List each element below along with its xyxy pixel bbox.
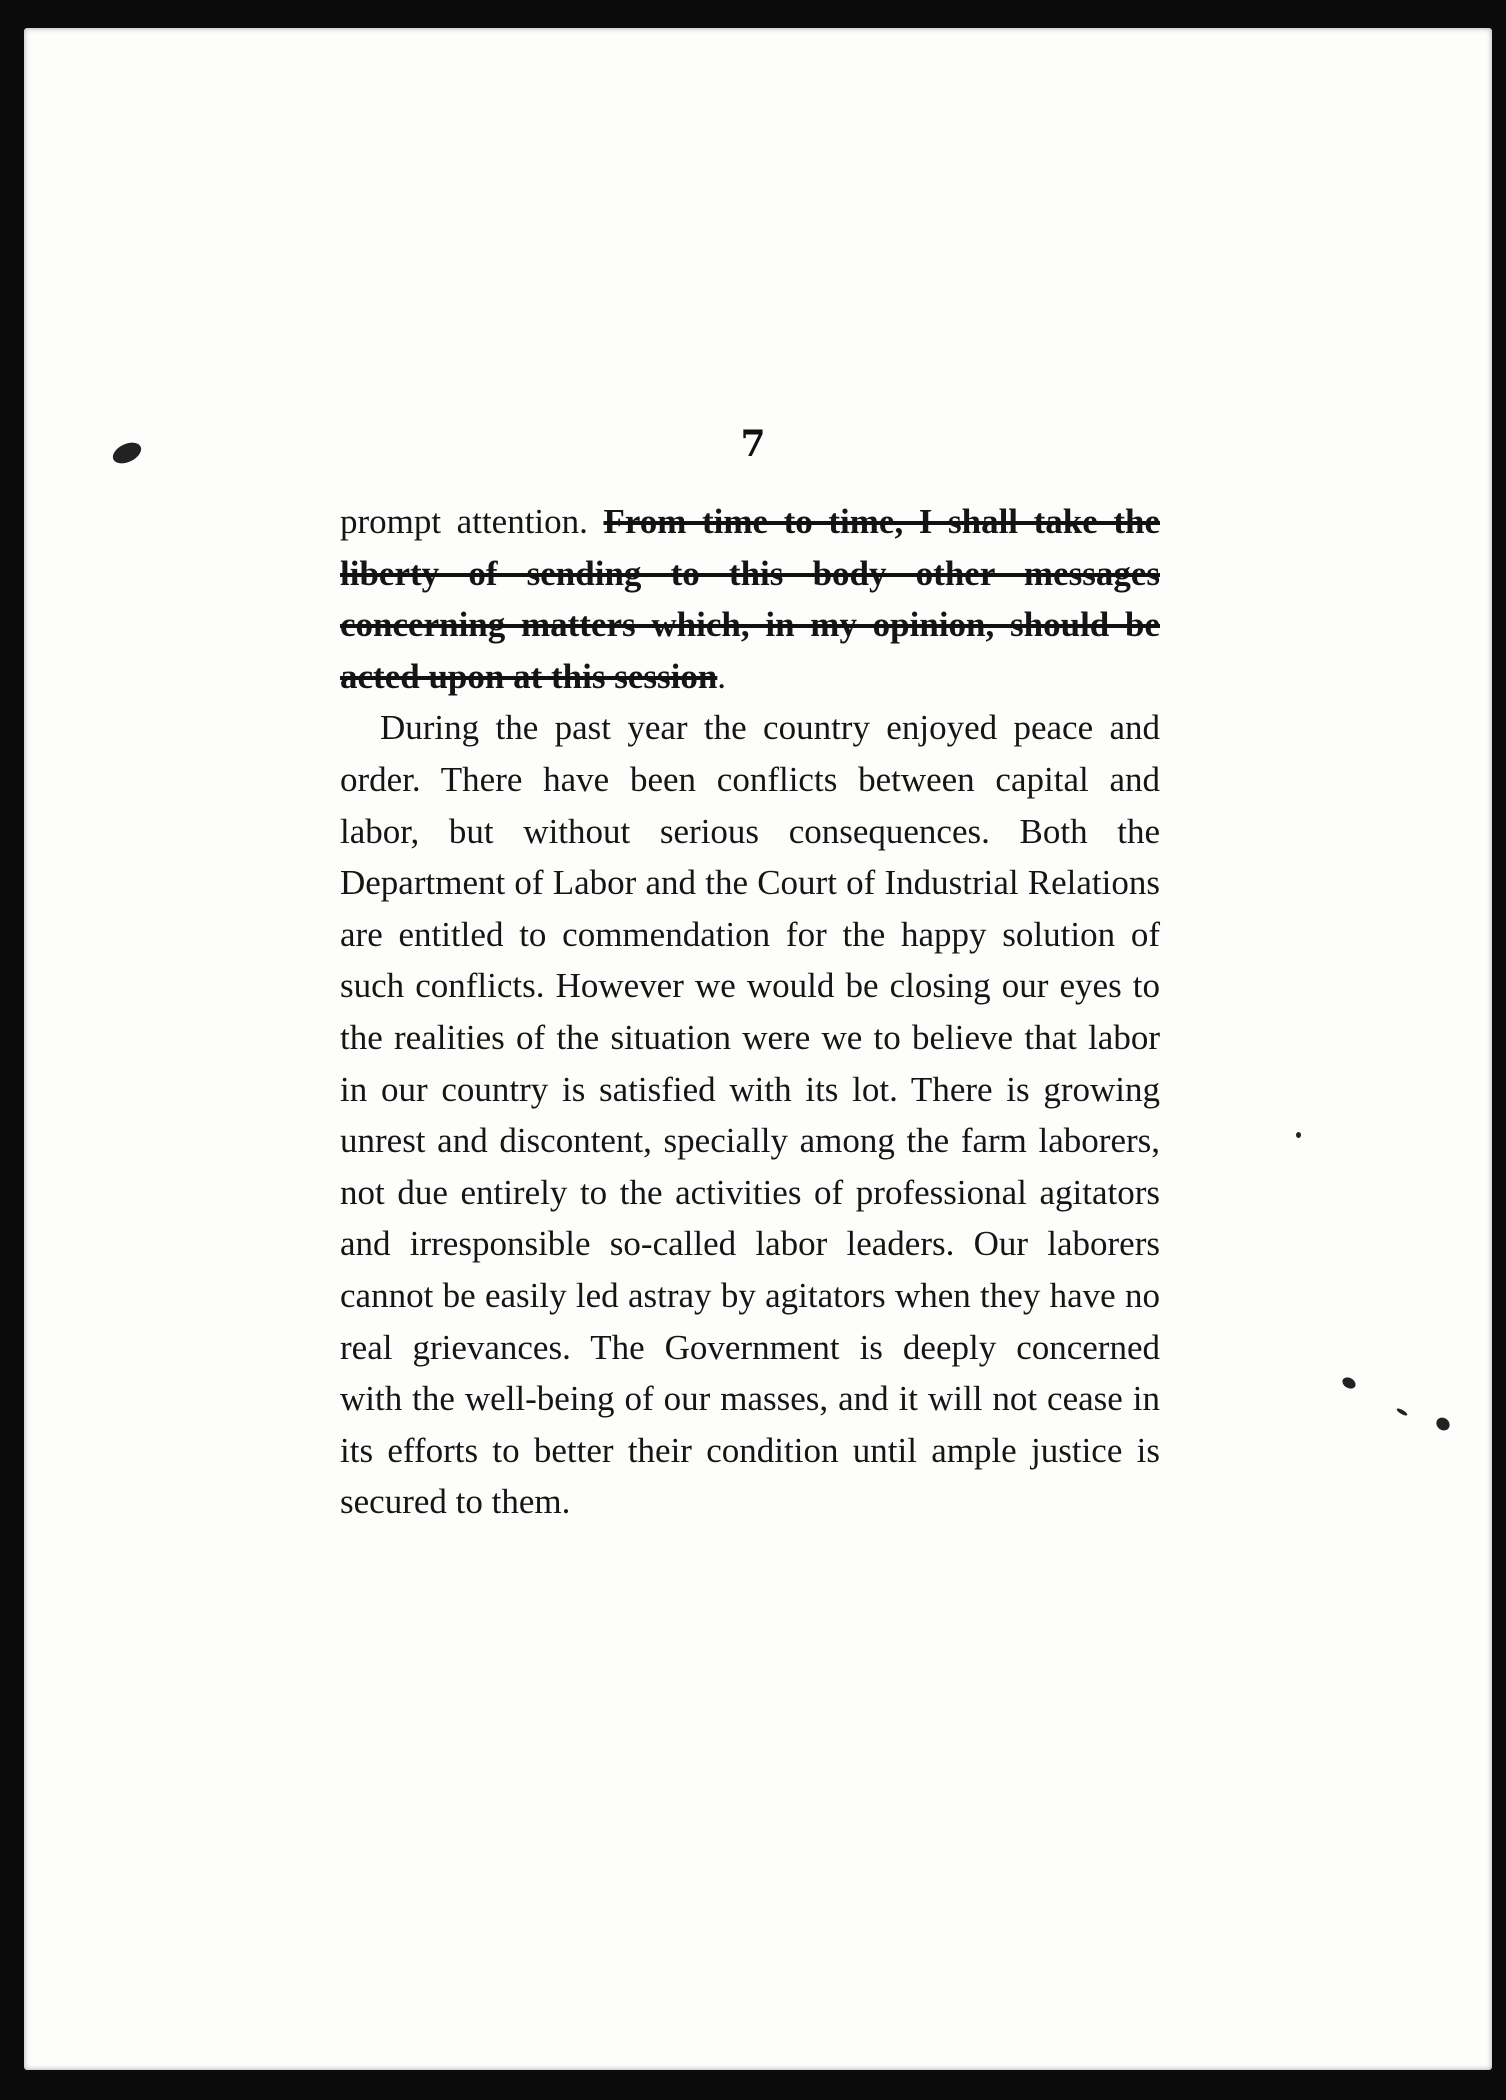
page-number: 7: [740, 423, 766, 465]
paragraph-labor: During the past year the country enjoyed peace and order. There have been conflicts between capital and labor, but without serious consequences. Both the Department of Labor and the Court of Industrial Relations are entitled to commendation for the happy solution of such conflicts. However we would be closing our eyes to the realities of the situation were we to believe that labor in our country is satisfied with its lot. There is growing unrest and discontent, specially among the farm laborers, not due entirely to the activities of professional agitators and irresponsible so-called labor leaders. Our laborers cannot be easily led astray by agitators when they have no real grievances. The Government is deeply concerned with the well-being of our masses, and it will not cease in its efforts to better their condition until ample justice is secured to them.: [340, 708, 1160, 1522]
paragraph-closing: [340, 496, 1160, 702]
body-text: [340, 496, 1160, 1528]
text-lead: prompt attention.: [340, 502, 604, 541]
struck-through-text: From time to time, I shall take the liberty of sending to this body other messages concerning matters which, in my opinion, should be acted upon at this session: [340, 502, 1160, 696]
text-end: .: [717, 656, 727, 696]
scan-speck: [1296, 1132, 1301, 1138]
